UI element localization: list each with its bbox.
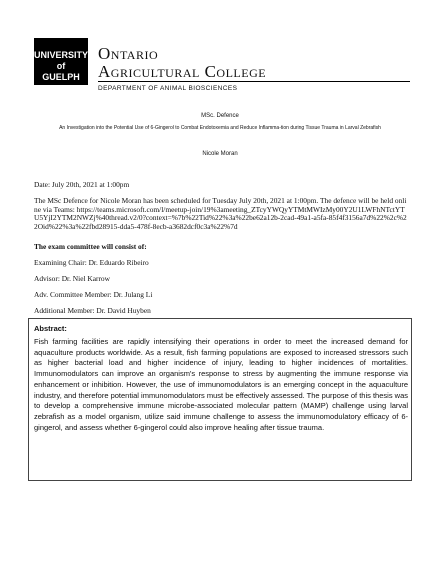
additional-member: Additional Member: Dr. David Huyben — [34, 306, 151, 315]
department-name: DEPARTMENT OF ANIMAL BIOSCIENCES — [98, 85, 238, 92]
abstract-heading: Abstract: — [34, 324, 67, 333]
abstract-text: Fish farming facilities are rapidly intensifying their operations in order to meet the increased demand for aquaculture products worldwide. As a result, fish farming populations are exposed to increased stressors such as higher bacterial load and higher incidence of injury, leading to higher incidences of mortalities. Immunomodulators can improve an organism's response to stress by augmenting the immune response via enhancement or inhibition. However, the use of immunomodulators is an emerging concept in the aquaculture industry, and therefore potential immunomodulators must be effectively assessed. The purpose of this thesis was to develop a comprehensive immune microbe-associated molecular pattern (MAMP) challenge using larval zebrafish as a model organism, utilize said immune challenge to assess the immunomodulatory efficacy of 6-gingerol, and assess whether 6-gingerol could also improve healing after tissue trauma. — [34, 337, 408, 432]
college-name — [98, 45, 266, 81]
advisor: Advisor: Dr. Niel Karrow — [34, 274, 110, 283]
defence-title: MSc. Defence — [201, 113, 239, 119]
candidate-name: Nicole Moran — [202, 151, 238, 157]
defence-date: Date: July 20th, 2021 at 1:00pm — [34, 180, 130, 189]
committee-heading: The exam committee will consist of: — [34, 242, 147, 251]
adv-committee-member: Adv. Committee Member: Dr. Julang Li — [34, 290, 153, 299]
college-line-2: Agricultural College — [98, 62, 267, 81]
announcement-text: The MSc Defence for Nicole Moran has been scheduled for Tuesday July 20th, 2021 at 1:00pm. The defence will be held online via Teams: https://teams.microsoft.com/l/meetup-join/19%3ameeting_ZTcyYWQyYTMtMWIzMy00Y2U1LWFhNTctYTU5YjI2YTM2NWZj%40thread.v2/0?context=%7b%22Tid%22%3a%22be62a12b-2cad-49a1-a5fa-85f4f3156a7d%22%2c%22Oid%22%3a%22fbd28915-dda5-478f-8ecb-a3682dcf0c3a%22%7d — [34, 196, 407, 232]
examining-chair: Examining Chair: Dr. Eduardo Ribeiro — [34, 258, 149, 267]
university-logo — [34, 38, 88, 85]
logo-line-2: of — [56, 61, 66, 71]
letterhead — [34, 38, 410, 92]
thesis-title: An Investigation into the Potential Use of 6-Gingerol to Combat Endotoxemia and Reduce Inflamma-tion during Tissue Trauma in Larval Zebrafish — [59, 125, 381, 131]
college-line-1: Ontario — [98, 44, 159, 63]
logo-line-1: UNIVERSITY — [34, 50, 89, 60]
logo-line-3: GUELPH — [42, 72, 80, 82]
header-divider — [98, 81, 410, 82]
